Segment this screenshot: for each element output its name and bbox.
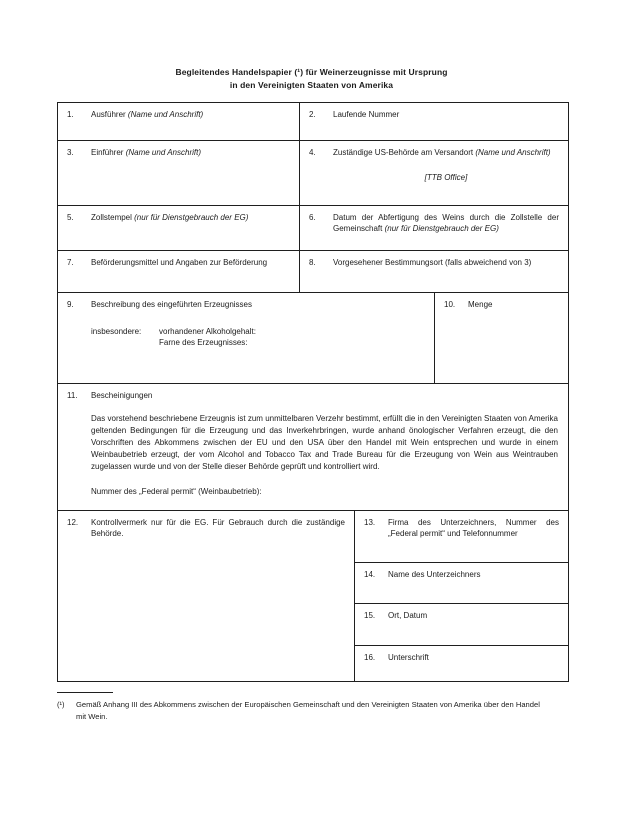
field-label: Zuständige US-Behörde am Versandort (333, 148, 474, 157)
field-label: Kontrollvermerk nur für die EG. Für Gebrauch durch die zuständige Behörde. (91, 518, 345, 538)
field-label: Firma des Unterzeichners, Nummer des „Federal permit“ und Telefonnummer (388, 518, 559, 538)
cell-10-menge (435, 293, 568, 383)
field-number: 2. (309, 110, 316, 119)
field-number: 8. (309, 258, 316, 267)
form-table (57, 102, 569, 682)
field-number: 5. (67, 213, 74, 222)
field-9-alkoholgehalt: vorhandener Alkoholgehalt: (159, 327, 256, 336)
field-number: 13. (364, 518, 376, 527)
cell-8-bestimmungsort (300, 251, 568, 292)
field-note: (nur für Dienstgebrauch der EG) (134, 213, 249, 222)
row-1-2 (58, 103, 568, 141)
cell-13-firma-unterzeichner (355, 511, 568, 563)
field-number: 7. (67, 258, 74, 267)
field-9-farbe: Farne des Erzeugnisses: (159, 338, 248, 347)
field-number: 1. (67, 110, 74, 119)
footnote-divider (57, 692, 113, 693)
cell-2-laufende-nummer (300, 103, 568, 140)
row-9-10 (58, 293, 568, 384)
ttb-office-value: [TTB Office] (424, 173, 468, 182)
cell-16-unterschrift (355, 646, 568, 681)
field-label: Bescheinigungen (91, 391, 153, 400)
field-note: (nur für Dienstgebrauch der EG) (384, 224, 499, 233)
footnote-text: Gemäß Anhang III des Abkommens zwischen der Europäischen Gemeinschaft und den Vereinigten Staaten von Amerika über den Handel mit Wein. (76, 700, 540, 721)
form-title-line1: Begleitendes Handelspapier (¹) für Weinerzeugnisse mit Ursprung (175, 67, 448, 77)
field-label: Laufende Nummer (333, 110, 400, 119)
field-label: Unterschrift (388, 653, 429, 662)
cell-15-ort-datum (355, 604, 568, 646)
row-12-16 (58, 511, 568, 681)
field-number: 9. (67, 300, 74, 309)
field-label: Einführer (91, 148, 124, 157)
field-label: Datum der Abfertigung des Weins durch die Zollstelle der Gemeinschaft (333, 213, 559, 233)
field-label: Zollstempel (91, 213, 132, 222)
field-number: 15. (364, 611, 376, 620)
row-7-8 (58, 251, 568, 293)
footnote-marker: (¹) (57, 700, 65, 709)
field-label: Vorgesehener Bestimmungsort (falls abweichend von 3) (333, 258, 532, 267)
cell-5-zollstempel (58, 206, 300, 250)
field-number: 3. (67, 148, 74, 157)
cell-4-us-behoerde (300, 141, 568, 205)
field-label: Name des Unterzeichners (388, 570, 481, 579)
field-label: Beförderungsmittel und Angaben zur Beförderung (91, 258, 268, 267)
field-number: 16. (364, 653, 376, 662)
field-number: 14. (364, 570, 376, 579)
field-note: (Name und Anschrift) (475, 148, 551, 157)
field-label: Ort, Datum (388, 611, 428, 620)
cell-12-kontrollvermerk (58, 511, 355, 681)
field-number: 12. (67, 518, 79, 527)
cell-3-einfuehrer (58, 141, 300, 205)
field-9-details (58, 326, 434, 348)
field-note: (Name und Anschrift) (125, 148, 201, 157)
field-number: 4. (309, 148, 316, 157)
form-title-line2: in den Vereinigten Staaten von Amerika (229, 79, 394, 90)
field-label: Ausführer (91, 110, 126, 119)
field-note: (Name und Anschrift) (127, 110, 204, 119)
signer-column (355, 511, 568, 681)
row-3-4 (58, 141, 568, 206)
row-11 (58, 384, 568, 511)
field-number: 11. (67, 391, 78, 400)
cell-7-befoerderungsmittel (58, 251, 300, 292)
form-title (0, 66, 623, 91)
cell-11-bescheinigungen (58, 384, 568, 510)
cell-9-beschreibung (58, 293, 435, 383)
field-number: 6. (309, 213, 316, 222)
cell-6-abfertigungsdatum (300, 206, 568, 250)
footnote (57, 699, 545, 722)
field-label: Menge (468, 300, 493, 309)
cell-1-ausfuehrer (58, 103, 300, 140)
field-label: Beschreibung des eingeführten Erzeugnisses (91, 300, 252, 309)
field-number: 10. (444, 300, 456, 309)
federal-permit-line: Nummer des „Federal permit“ (Weinbaubetrieb): (91, 487, 262, 496)
certification-paragraph: Das vorstehend beschriebene Erzeugnis ist zum unmittelbaren Verzehr bestimmt, erfüllt die in den Vereinigten Staaten von Amerika geltenden Bedingungen für die Erzeugung und das Inverkehrbringen, wurde anhand önologischer Verfahren erzeugt, die den Vorschriften des Abkommens zwischen der EU und den USA über den Handel mit Wein entsprechen und wurde in einem Weinbaubetrieb erzeugt, der vom Alcohol and Tobacco Tax and Trade Bureau für die Erzeugung von Wein aus Weintrauben zugelassen wurde und von der Stelle dieser Behörde geprüft und kontrolliert wird. (91, 414, 558, 471)
cell-14-name-unterzeichner (355, 563, 568, 604)
row-5-6 (58, 206, 568, 251)
field-9-sub-label: insbesondere: (91, 327, 142, 336)
